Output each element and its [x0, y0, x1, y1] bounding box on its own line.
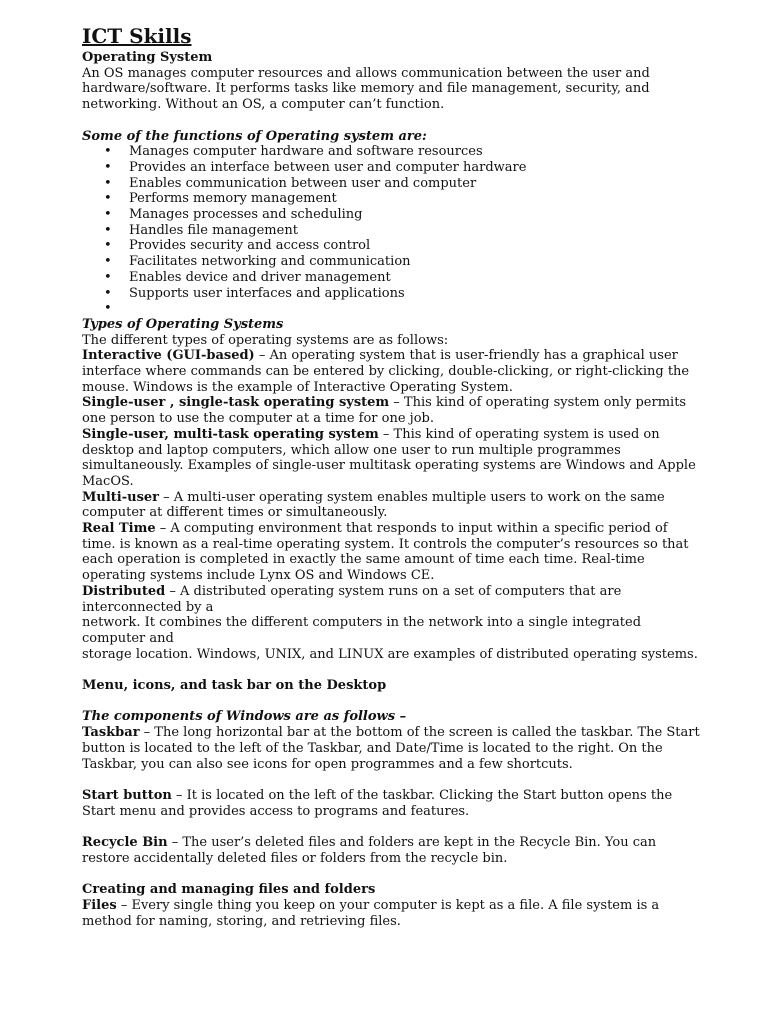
spacer — [82, 113, 704, 129]
components-heading: The components of Windows are as follows – — [82, 709, 407, 725]
document-page — [82, 24, 704, 929]
term: Real Time — [82, 521, 156, 537]
desktop-heading: Menu, icons, and task bar on the Desktop — [82, 678, 387, 694]
term: Taskbar — [82, 725, 140, 741]
type-single-multi-task — [82, 427, 704, 490]
list-item: • Supports user interfaces and applications — [82, 286, 704, 302]
term: Single-user, multi-task operating system — [82, 426, 379, 442]
definition: – An operating system that is user-friendly has a graphical user interface where commands can be entered by clicking, double-clicking, or right-clicking the mouse. Windows is the example of Interactive Operating System. — [82, 348, 690, 395]
list-item: • Enables communication between user and computer — [82, 176, 704, 192]
list-item: • Provides security and access control — [82, 238, 704, 254]
list-item: • Enables device and driver management — [82, 270, 704, 286]
definition: – This kind of operating system is used on desktop and laptop computers, which allow one user to run multiple programmes simultaneously. Examples of single-user multitask operating systems are Windows and Apple MacOS. — [82, 426, 696, 489]
type-single-task — [82, 395, 704, 426]
list-item: • Provides an interface between user and computer hardware — [82, 160, 704, 176]
functions-list — [82, 144, 704, 317]
spacer — [82, 866, 704, 882]
list-item: • Manages processes and scheduling — [82, 207, 704, 223]
list-item: • Facilitates networking and communication — [82, 254, 704, 270]
files-heading: Creating and managing files and folders — [82, 882, 376, 898]
definition: – A distributed operating system runs on a set of computers that are interconnected by a — [82, 583, 622, 615]
os-intro: An OS manages computer resources and allows communication between the user and hardware/software. It performs tasks like memory and file management, security, and networking. Without an OS, a computer can’t function. — [82, 65, 650, 113]
list-item: • Performs memory management — [82, 191, 704, 207]
term: Files — [82, 897, 117, 913]
types-heading: Types of Operating Systems — [82, 316, 284, 332]
spacer — [82, 772, 704, 788]
term: Start button — [82, 787, 172, 803]
start-button-paragraph — [82, 788, 704, 819]
type-real-time — [82, 521, 704, 584]
type-distributed-line2: network. It combines the different computers in the network into a single integrated computer and — [82, 615, 642, 646]
spacer — [82, 694, 704, 710]
definition: – A multi-user operating system enables multiple users to work on the same computer at different times or simultaneously. — [82, 489, 665, 521]
type-multi-user — [82, 490, 704, 521]
term: Single-user , single-task operating system — [82, 395, 390, 411]
spacer — [82, 662, 704, 678]
type-distributed — [82, 584, 704, 615]
definition: – A computing environment that responds to input within a specific period of time. is known as a real-time operating system. It controls the computer’s resources so that each operation is completed in exactly the same amount of time each time. Real-time operating systems include Lynx OS and Windows CE. — [82, 521, 689, 584]
recycle-bin-paragraph — [82, 835, 704, 866]
taskbar-paragraph — [82, 725, 704, 772]
os-heading: Operating System — [82, 50, 213, 65]
files-paragraph — [82, 898, 704, 929]
list-item: • Manages computer hardware and software resources — [82, 144, 704, 160]
term: Distributed — [82, 583, 166, 599]
definition: – The long horizontal bar at the bottom of the screen is called the taskbar. The Start button is located to the left of the Taskbar, and Date/Time is located to the right. On the Taskbar, you can also see icons for open programmes and a few shortcuts. — [82, 725, 700, 772]
page-title: ICT Skills — [82, 24, 192, 48]
list-item: • Handles file management — [82, 223, 704, 239]
definition: – It is located on the left of the taskbar. Clicking the Start button opens the Start menu and provides access to programs and features. — [82, 787, 673, 819]
term: Recycle Bin — [82, 835, 168, 851]
functions-heading: Some of the functions of Operating system are: — [82, 128, 427, 144]
types-intro: The different types of operating systems are as follows: — [82, 332, 449, 348]
type-interactive — [82, 348, 704, 395]
definition: – This kind of operating system only permits one person to use the computer at a time for one job. — [82, 395, 687, 427]
definition: – The user’s deleted files and folders are kept in the Recycle Bin. You can restore accidentally deleted files or folders from the recycle bin. — [82, 835, 657, 866]
definition: – Every single thing you keep on your computer is kept as a file. A file system is a method for naming, storing, and retrieving files. — [82, 897, 660, 929]
list-item-empty — [82, 301, 704, 317]
term: Interactive (GUI-based) — [82, 348, 255, 364]
spacer — [82, 819, 704, 835]
type-distributed-line3: storage location. Windows, UNIX, and LINUX are examples of distributed operating systems. — [82, 646, 698, 662]
term: Multi-user — [82, 489, 160, 505]
